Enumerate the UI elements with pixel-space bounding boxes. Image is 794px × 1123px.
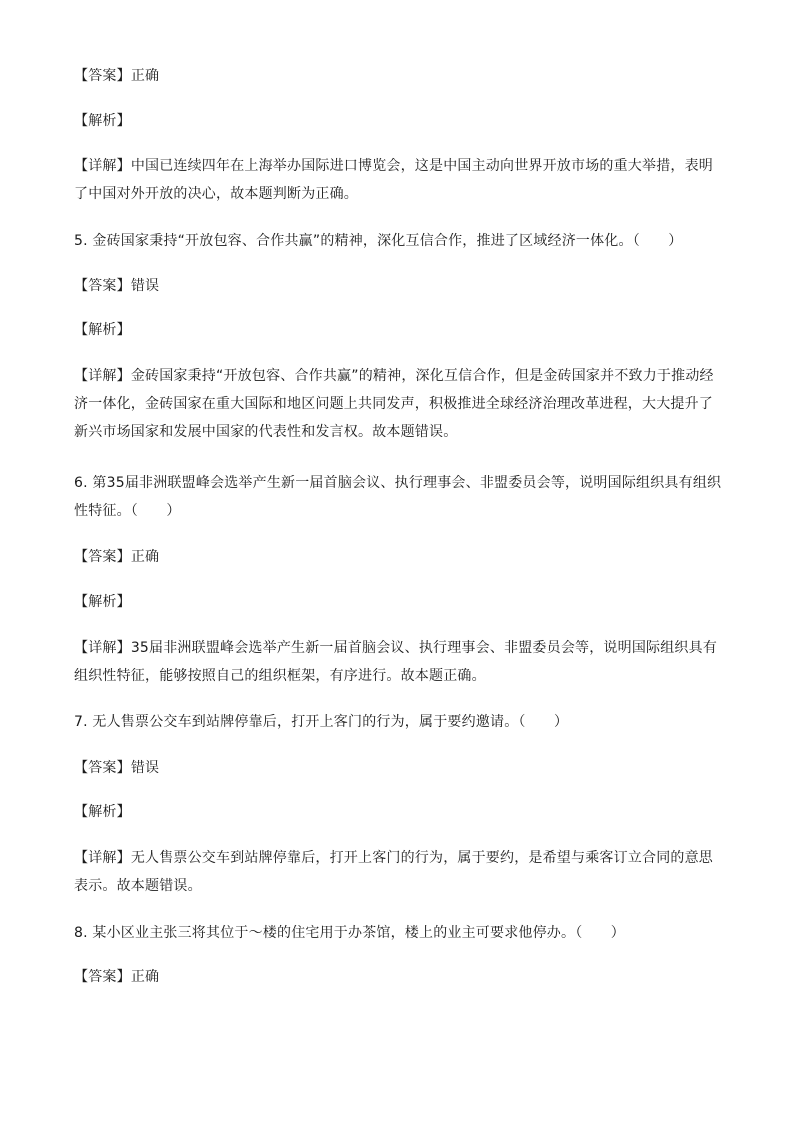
- answer-label: 【答案】: [74, 278, 131, 294]
- detail-label: 【详解】: [74, 368, 131, 384]
- answer-label: 【答案】: [74, 549, 131, 565]
- answer-label: 【答案】: [74, 969, 131, 985]
- detail-label: 【详解】: [74, 158, 131, 174]
- detail-text: 无人售票公交车到站牌停靠后，打开上客门的行为，属于要约，是希望与乘客订立合同的意思表示。故本题错误。: [74, 850, 714, 894]
- question-8: [74, 923, 724, 943]
- answer-label: 【答案】: [74, 760, 131, 776]
- analysis-label: 【解析】: [74, 113, 131, 129]
- answer-text: 错误: [130, 278, 160, 294]
- answer-line: [74, 967, 724, 987]
- analysis-line: [74, 592, 724, 612]
- question-text: 8. 某小区业主张三将其位于～楼的住宅用于办茶馆，楼上的业主可要求他停办。（ ）: [74, 925, 626, 941]
- question-7: [74, 712, 724, 732]
- detail-text: 35届非洲联盟峰会选举产生新一届首脑会议、执行理事会、非盟委员会等，说明国际组织具有组织性特征，能够按照自己的组织框架，有序进行。故本题正确。: [74, 640, 718, 684]
- detail-text: 中国已连续四年在上海举办国际进口博览会，这是中国主动向世界开放市场的重大举措，表明了中国对外开放的决心，故本题判断为正确。: [74, 158, 714, 202]
- detail-paragraph: [74, 634, 724, 690]
- question-5: [74, 231, 724, 251]
- analysis-line: [74, 111, 724, 131]
- detail-paragraph: [74, 152, 724, 208]
- detail-text: 金砖国家秉持“开放包容、合作共赢”的精神，深化互信合作，但是金砖国家并不致力于推动经济一体化，金砖国家在重大国际和地区问题上共同发声，积极推进全球经济治理改革进程，大大提升了新兴市场国家和发展中国家的代表性和发言权。故本题错误。: [74, 368, 714, 440]
- answer-line: [74, 66, 724, 86]
- question-6: [74, 469, 724, 525]
- detail-label: 【详解】: [74, 850, 131, 866]
- detail-paragraph: [74, 362, 724, 446]
- answer-text: 正确: [130, 969, 160, 985]
- answer-label: 【答案】: [74, 68, 131, 84]
- answer-text: 正确: [130, 68, 160, 84]
- analysis-label: 【解析】: [74, 322, 131, 338]
- answer-line: [74, 758, 724, 778]
- question-text: 5. 金砖国家秉持“开放包容、合作共赢”的精神，深化互信合作，推进了区域经济一体化。（ ）: [74, 233, 683, 249]
- analysis-line: [74, 802, 724, 822]
- answer-text: 正确: [130, 549, 160, 565]
- question-text: 7. 无人售票公交车到站牌停靠后，打开上客门的行为，属于要约邀请。（ ）: [74, 714, 569, 730]
- analysis-label: 【解析】: [74, 804, 131, 820]
- answer-line: [74, 276, 724, 296]
- detail-paragraph: [74, 844, 724, 900]
- answer-line: [74, 547, 724, 567]
- analysis-label: 【解析】: [74, 594, 131, 610]
- analysis-line: [74, 320, 724, 340]
- question-text: 6. 第35届非洲联盟峰会选举产生新一届首脑会议、执行理事会、非盟委员会等，说明国际组织具有组织性特征。（ ）: [74, 475, 722, 519]
- detail-label: 【详解】: [74, 640, 131, 656]
- answer-text: 错误: [130, 760, 160, 776]
